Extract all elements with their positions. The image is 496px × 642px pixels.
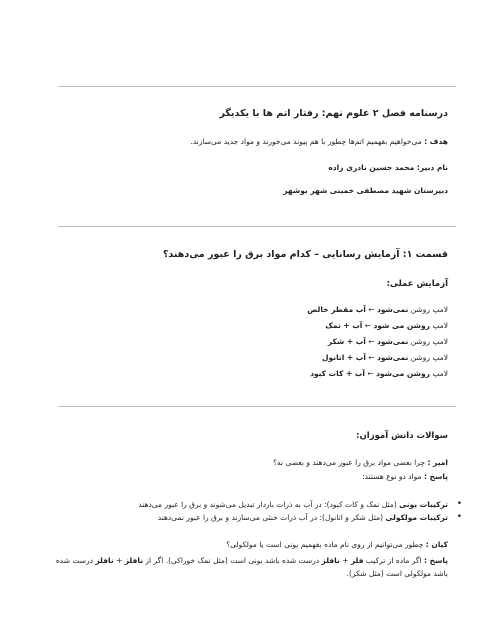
question-1: امیر : چرا بعضی مواد برق را عبور می‌دهند و بعضی نه؟ (273, 458, 448, 467)
lamp-row: لامپ روشن نمی‌شود ← آب + اتانول (322, 353, 448, 362)
arrow-icon: ← (368, 337, 375, 346)
divider (58, 226, 456, 227)
question-2: کیان : چطور می‌توانیم از روی نام ماده بفهمیم یونی است یا مولکولی؟ (226, 540, 448, 549)
goal-line (190, 137, 448, 146)
lamp-row: لامپ روشن نمی‌شود ← آب مقطر خالص (307, 305, 448, 314)
list-item: • ترکیبات یونی (مثل نمک و کات کبود): در آب به ذرات باردار تبدیل می‌شوند و برق را عبور می‌دهند (138, 499, 462, 509)
section2-title: سوالات دانش آموزان: (356, 431, 448, 441)
school-name: دبیرستان شهید مصطفی خمینی شهر بوشهر (283, 186, 448, 195)
section1-title: قسمت ۱: آزمایش رسانایی – کدام مواد برق را عبور می‌دهند؟ (162, 249, 448, 260)
arrow-icon: ← (364, 321, 372, 330)
bullet-icon: • (456, 512, 462, 522)
asker-name: امیر : (427, 458, 448, 467)
compound-types-list (48, 498, 462, 524)
goal-text: می‌خواهیم بفهمیم اتم‌ها چطور با هم پیوند می‌خورند و مواد جدید می‌سازند. (190, 137, 422, 146)
arrow-icon: ← (367, 369, 374, 378)
answer-1: پاسخ : مواد دو نوع هستند: (362, 472, 448, 481)
lamp-row: لامپ روشن می‌ شود ← آب + نمک (325, 321, 448, 330)
goal-label: هدف : (424, 137, 448, 146)
asker-name: کیان : (425, 540, 448, 549)
list-item: • ترکیبات مولکولی (مثل شکر و اتانول): در آب ذرات خنثی می‌سازند و برق را عبور نمی‌دهند (157, 512, 462, 522)
arrow-icon: ← (368, 305, 375, 314)
teacher-name: نام دبیر: محمد حسین نادری زاده (328, 163, 448, 172)
page-title: درسنامه فصل ۲ علوم نهم: رفتار اتم ها با یکدیگر (219, 108, 448, 119)
bullet-icon: • (456, 499, 462, 509)
divider (58, 406, 456, 407)
lamp-row: لامپ روشن نمی‌شود ← آب + شکر (327, 337, 448, 346)
answer-2: پاسخ : اگر ماده از ترکیب فلز + نافلز درست شده باشد یونی است (مثل نمک خوراکی). اگر از نافلز + نافلز درست شده باشد مولکولی است (مثل شکر). (55, 556, 448, 578)
arrow-icon: ← (368, 353, 375, 362)
section1-subtitle: آزمایش عملی: (386, 279, 448, 289)
answer-label: پاسخ : (423, 472, 448, 481)
divider (58, 86, 456, 87)
lamp-row: لامپ روشن می‌شود ← آب + کات کبود (310, 369, 448, 378)
answer-label: پاسخ : (423, 556, 448, 565)
